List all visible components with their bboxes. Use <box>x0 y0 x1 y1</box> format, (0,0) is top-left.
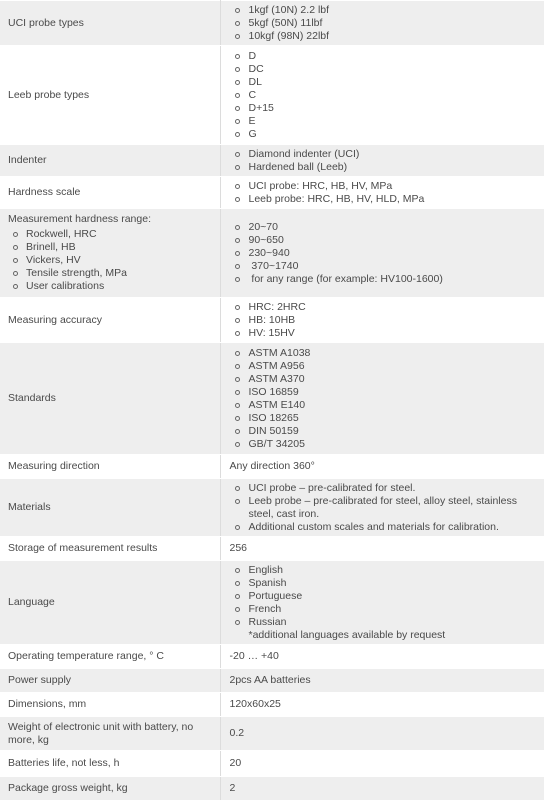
spec-value <box>220 209 544 298</box>
spec-value-list <box>230 148 539 174</box>
spec-value <box>220 145 544 177</box>
list-item: DC <box>230 63 539 76</box>
list-item: G <box>230 128 539 141</box>
spec-label: Hardness scale <box>0 177 220 209</box>
spec-row-dimensions <box>0 693 544 717</box>
spec-value-list <box>230 180 539 206</box>
spec-value <box>220 561 544 645</box>
spec-value <box>220 46 544 145</box>
spec-label: Batteries life, not less, h <box>0 751 220 777</box>
spec-row-leeb-probe-types <box>0 46 544 145</box>
list-item: English <box>230 564 539 577</box>
list-item: 90~650 <box>230 234 539 247</box>
spec-value-list <box>230 50 539 141</box>
spec-value <box>220 177 544 209</box>
spec-label: Language <box>0 561 220 645</box>
spec-value <box>220 479 544 537</box>
spec-label: Measuring direction <box>0 455 220 479</box>
spec-value: Any direction 360° <box>220 455 544 479</box>
list-item: UCI probe: HRC, HB, HV, MPa <box>230 180 539 193</box>
list-item: for any range (for example: HV100-1600) <box>230 273 539 286</box>
spec-label: Operating temperature range, ° C <box>0 645 220 669</box>
list-item: Additional custom scales and materials for calibration. <box>230 521 539 534</box>
spec-value: 2 <box>220 777 544 801</box>
spec-label: Measuring accuracy <box>0 298 220 343</box>
spec-label: Standards <box>0 343 220 455</box>
spec-label: Weight of electronic unit with battery, no more, kg <box>0 717 220 751</box>
spec-label: Leeb probe types <box>0 46 220 145</box>
list-item: Russian <box>230 616 539 629</box>
list-item: 370~1740 <box>230 260 539 273</box>
spec-row-measurement-hardness-range <box>0 209 544 298</box>
spec-value <box>220 343 544 455</box>
spec-value: -20 … +40 <box>220 645 544 669</box>
spec-row-weight <box>0 717 544 751</box>
spec-label: Power supply <box>0 669 220 693</box>
spec-row-batteries-life <box>0 751 544 777</box>
spec-row-uci-probe-types <box>0 1 544 46</box>
list-item: 5kgf (50N) 11lbf <box>230 17 539 30</box>
spec-label: Storage of measurement results <box>0 537 220 561</box>
spec-row-measuring-accuracy <box>0 298 544 343</box>
spec-value-list <box>230 301 539 340</box>
list-item: 20~70 <box>230 221 539 234</box>
list-item: HV: 15HV <box>230 327 539 340</box>
spec-label-list <box>8 228 220 293</box>
list-item: Portuguese <box>230 590 539 603</box>
list-item: ASTM E140 <box>230 399 539 412</box>
list-item: Tensile strength, MPa <box>8 267 220 280</box>
list-item: 10kgf (98N) 22lbf <box>230 30 539 43</box>
spec-row-package-gross-weight <box>0 777 544 801</box>
list-item: UCI probe – pre-calibrated for steel. <box>230 482 539 495</box>
spec-row-storage <box>0 537 544 561</box>
spec-value: 0.2 <box>220 717 544 751</box>
list-item: Leeb probe: HRC, HB, HV, HLD, MPa <box>230 193 539 206</box>
list-item: HRC: 2HRC <box>230 301 539 314</box>
list-item: ASTM A956 <box>230 360 539 373</box>
list-item: DL <box>230 76 539 89</box>
spec-label: Indenter <box>0 145 220 177</box>
list-item: D+15 <box>230 102 539 115</box>
list-item: ISO 18265 <box>230 412 539 425</box>
spec-value-list <box>230 482 539 534</box>
spec-row-standards <box>0 343 544 455</box>
spec-row-power-supply <box>0 669 544 693</box>
spec-value: 120x60x25 <box>220 693 544 717</box>
list-item: Spanish <box>230 577 539 590</box>
list-item: C <box>230 89 539 102</box>
list-item: HB: 10HB <box>230 314 539 327</box>
spec-value-list <box>230 4 539 43</box>
spec-row-materials <box>0 479 544 537</box>
spec-label: Package gross weight, kg <box>0 777 220 801</box>
spec-value-list <box>230 221 539 286</box>
spec-row-operating-temperature <box>0 645 544 669</box>
list-item: Diamond indenter (UCI) <box>230 148 539 161</box>
language-note: *additional languages available by request <box>248 628 446 641</box>
spec-label: Dimensions, mm <box>0 693 220 717</box>
list-item: Leeb probe – pre-calibrated for steel, alloy steel, stainless steel, cast iron. <box>230 495 539 521</box>
spec-row-indenter <box>0 145 544 177</box>
list-item: ASTM A1038 <box>230 347 539 360</box>
spec-value <box>220 298 544 343</box>
spec-value <box>220 1 544 46</box>
list-item: ISO 16859 <box>230 386 539 399</box>
list-item: DIN 50159 <box>230 425 539 438</box>
spec-row-language <box>0 561 544 645</box>
spec-value: 2pcs AA batteries <box>220 669 544 693</box>
list-item: French <box>230 603 539 616</box>
list-item: Vickers, HV <box>8 254 220 267</box>
spec-row-measuring-direction <box>0 455 544 479</box>
list-item: Hardened ball (Leeb) <box>230 161 539 174</box>
spec-label <box>0 209 220 298</box>
list-item: ASTM A370 <box>230 373 539 386</box>
list-item: Rockwell, HRC <box>8 228 220 241</box>
spec-value-list <box>230 347 539 451</box>
spec-value-list <box>230 564 539 629</box>
list-item: Brinell, HB <box>8 241 220 254</box>
list-item: 1kgf (10N) 2.2 lbf <box>230 4 539 17</box>
list-item: 230~940 <box>230 247 539 260</box>
list-item: D <box>230 50 539 63</box>
list-item: E <box>230 115 539 128</box>
spec-value: 256 <box>220 537 544 561</box>
spec-row-hardness-scale <box>0 177 544 209</box>
list-item: User calibrations <box>8 280 220 293</box>
spec-label-title: Measurement hardness range: <box>8 213 151 225</box>
list-item: GB/T 34205 <box>230 438 539 451</box>
spec-label: Materials <box>0 479 220 537</box>
spec-label: UCI probe types <box>0 1 220 46</box>
spec-value: 20 <box>220 751 544 777</box>
